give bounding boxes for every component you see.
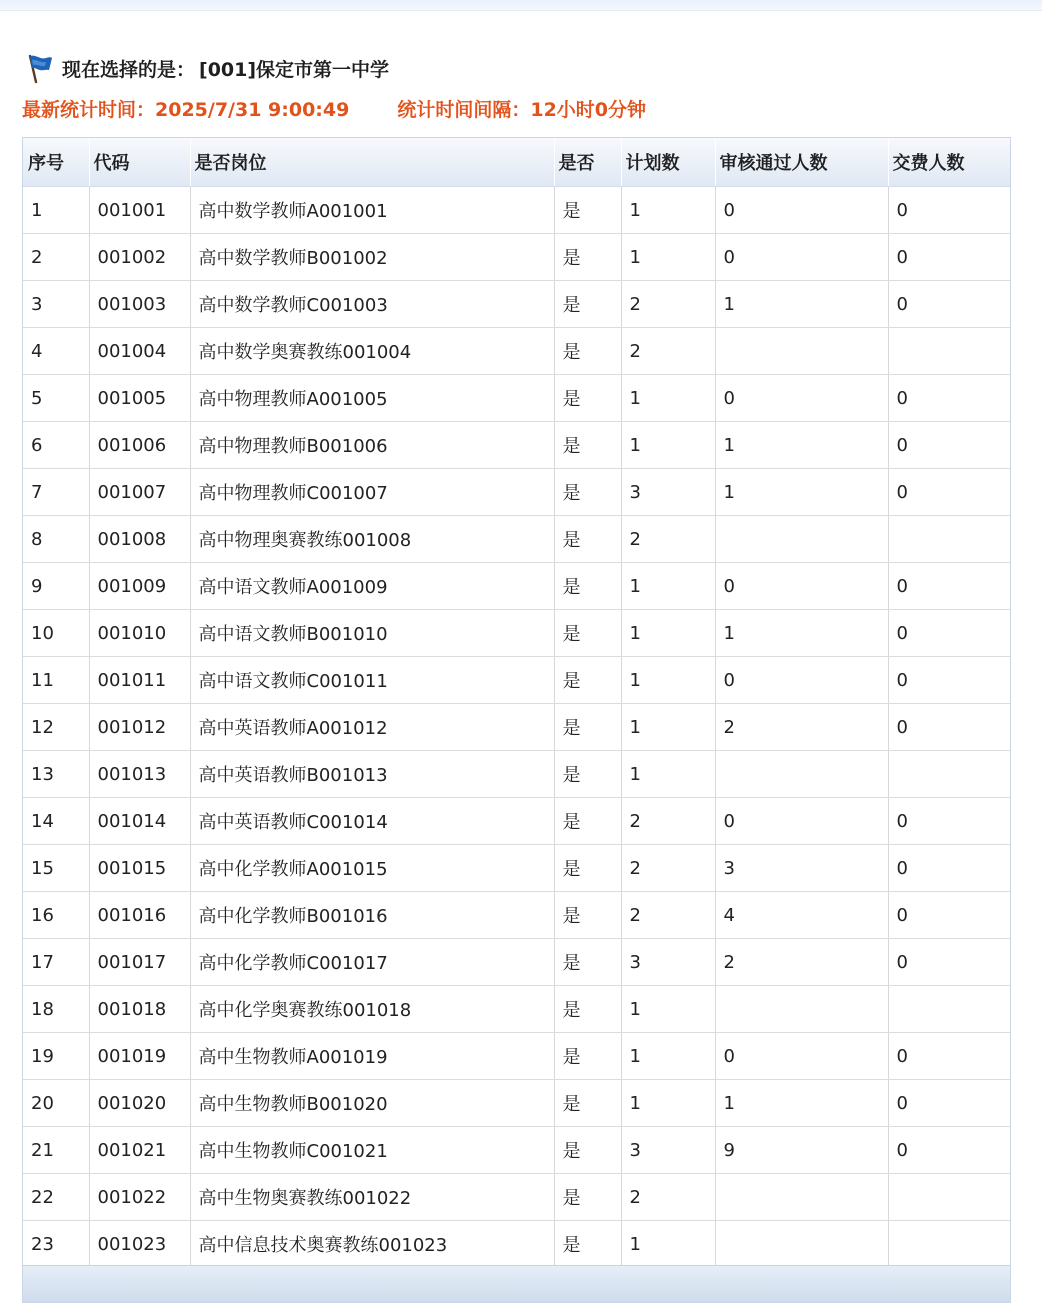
cell-plan: 1 (621, 751, 715, 798)
cell-plan: 2 (621, 1174, 715, 1221)
cell-plan: 2 (621, 798, 715, 845)
cell-plan: 1 (621, 563, 715, 610)
selected-label: 现在选择的是： (62, 58, 196, 81)
cell-plan: 2 (621, 328, 715, 375)
cell-yesno: 是 (554, 610, 621, 657)
column-header-paid: 交费人数 (888, 138, 1010, 187)
cell-index: 1 (23, 187, 89, 234)
cell-code: 001006 (89, 422, 190, 469)
table-row (23, 798, 1010, 845)
cell-plan: 3 (621, 939, 715, 986)
table-row (23, 1221, 1010, 1268)
table-row (23, 892, 1010, 939)
cell-code: 001003 (89, 281, 190, 328)
cell-position: 高中信息技术奥赛教练001023 (190, 1221, 554, 1268)
cell-position: 高中语文教师B001010 (190, 610, 554, 657)
cell-index: 20 (23, 1080, 89, 1127)
cell-index: 4 (23, 328, 89, 375)
cell-approved (715, 986, 888, 1033)
cell-plan: 1 (621, 422, 715, 469)
cell-paid (888, 986, 1010, 1033)
cell-code: 001005 (89, 375, 190, 422)
top-bar (0, 0, 1042, 11)
cell-position: 高中物理教师B001006 (190, 422, 554, 469)
cell-paid (888, 1174, 1010, 1221)
cell-yesno: 是 (554, 845, 621, 892)
cell-approved: 0 (715, 657, 888, 704)
cell-plan: 1 (621, 657, 715, 704)
cell-yesno: 是 (554, 563, 621, 610)
table-row (23, 1127, 1010, 1174)
cell-yesno: 是 (554, 328, 621, 375)
cell-yesno: 是 (554, 516, 621, 563)
table-row (23, 234, 1010, 281)
cell-paid (888, 1221, 1010, 1268)
cell-position: 高中英语教师B001013 (190, 751, 554, 798)
table-row (23, 375, 1010, 422)
cell-approved (715, 1221, 888, 1268)
cell-code: 001009 (89, 563, 190, 610)
cell-index: 21 (23, 1127, 89, 1174)
cell-position: 高中数学奥赛教练001004 (190, 328, 554, 375)
cell-index: 16 (23, 892, 89, 939)
column-header-code: 代码 (89, 138, 190, 187)
cell-position: 高中数学教师A001001 (190, 187, 554, 234)
cell-plan: 1 (621, 1033, 715, 1080)
cell-plan: 2 (621, 892, 715, 939)
cell-yesno: 是 (554, 375, 621, 422)
cell-yesno: 是 (554, 1174, 621, 1221)
cell-code: 001010 (89, 610, 190, 657)
table-row (23, 187, 1010, 234)
table-row (23, 939, 1010, 986)
cell-code: 001017 (89, 939, 190, 986)
cell-approved: 2 (715, 704, 888, 751)
latest-stat-time: 最新统计时间：2025/7/31 9:00:49 (22, 98, 350, 121)
table-row (23, 986, 1010, 1033)
cell-index: 9 (23, 563, 89, 610)
cell-code: 001020 (89, 1080, 190, 1127)
cell-index: 22 (23, 1174, 89, 1221)
cell-approved: 1 (715, 469, 888, 516)
table-footer (23, 1265, 1010, 1302)
cell-yesno: 是 (554, 187, 621, 234)
cell-yesno: 是 (554, 1127, 621, 1174)
cell-code: 001014 (89, 798, 190, 845)
cell-approved (715, 751, 888, 798)
cell-yesno: 是 (554, 751, 621, 798)
cell-position: 高中物理教师A001005 (190, 375, 554, 422)
selection-header (24, 52, 389, 84)
table-row (23, 563, 1010, 610)
table-body (23, 187, 1010, 1268)
cell-code: 001001 (89, 187, 190, 234)
cell-index: 19 (23, 1033, 89, 1080)
cell-code: 001015 (89, 845, 190, 892)
cell-position: 高中生物奥赛教练001022 (190, 1174, 554, 1221)
cell-position: 高中物理奥赛教练001008 (190, 516, 554, 563)
stat-interval: 统计时间间隔：12小时0分钟 (397, 98, 647, 121)
cell-approved: 0 (715, 187, 888, 234)
cell-yesno: 是 (554, 892, 621, 939)
cell-yesno: 是 (554, 1221, 621, 1268)
positions-table-container (22, 137, 1011, 1303)
table-row (23, 845, 1010, 892)
cell-index: 5 (23, 375, 89, 422)
cell-paid: 0 (888, 657, 1010, 704)
cell-approved: 4 (715, 892, 888, 939)
cell-code: 001008 (89, 516, 190, 563)
cell-index: 15 (23, 845, 89, 892)
cell-code: 001018 (89, 986, 190, 1033)
cell-approved: 0 (715, 1033, 888, 1080)
table-row (23, 422, 1010, 469)
table-row (23, 1033, 1010, 1080)
column-header-plan: 计划数 (621, 138, 715, 187)
cell-yesno: 是 (554, 281, 621, 328)
cell-code: 001022 (89, 1174, 190, 1221)
cell-paid: 0 (888, 281, 1010, 328)
cell-code: 001011 (89, 657, 190, 704)
cell-position: 高中化学奥赛教练001018 (190, 986, 554, 1033)
table-row (23, 657, 1010, 704)
cell-paid: 0 (888, 563, 1010, 610)
cell-approved: 2 (715, 939, 888, 986)
cell-approved (715, 328, 888, 375)
cell-index: 23 (23, 1221, 89, 1268)
cell-approved: 1 (715, 1080, 888, 1127)
table-row (23, 610, 1010, 657)
cell-yesno: 是 (554, 798, 621, 845)
cell-position: 高中化学教师B001016 (190, 892, 554, 939)
cell-code: 001007 (89, 469, 190, 516)
cell-paid: 0 (888, 1127, 1010, 1174)
selected-school: [001]保定市第一中学 (199, 58, 390, 81)
cell-plan: 1 (621, 234, 715, 281)
cell-index: 3 (23, 281, 89, 328)
cell-paid (888, 751, 1010, 798)
cell-code: 001013 (89, 751, 190, 798)
cell-approved (715, 1174, 888, 1221)
column-header-position: 是否岗位 (190, 138, 554, 187)
cell-paid (888, 328, 1010, 375)
cell-plan: 1 (621, 986, 715, 1033)
cell-approved: 3 (715, 845, 888, 892)
cell-position: 高中数学教师B001002 (190, 234, 554, 281)
table-row (23, 1174, 1010, 1221)
cell-position: 高中生物教师A001019 (190, 1033, 554, 1080)
cell-position: 高中英语教师A001012 (190, 704, 554, 751)
cell-position: 高中数学教师C001003 (190, 281, 554, 328)
cell-yesno: 是 (554, 986, 621, 1033)
cell-approved: 1 (715, 281, 888, 328)
cell-approved: 0 (715, 563, 888, 610)
cell-paid: 0 (888, 939, 1010, 986)
cell-code: 001021 (89, 1127, 190, 1174)
cell-code: 001016 (89, 892, 190, 939)
cell-index: 13 (23, 751, 89, 798)
cell-index: 7 (23, 469, 89, 516)
cell-index: 17 (23, 939, 89, 986)
cell-code: 001023 (89, 1221, 190, 1268)
cell-position: 高中物理教师C001007 (190, 469, 554, 516)
cell-paid: 0 (888, 892, 1010, 939)
cell-yesno: 是 (554, 704, 621, 751)
cell-plan: 2 (621, 281, 715, 328)
table-row (23, 751, 1010, 798)
cell-position: 高中生物教师C001021 (190, 1127, 554, 1174)
stats-line (22, 94, 646, 122)
table-row (23, 328, 1010, 375)
cell-approved: 0 (715, 798, 888, 845)
cell-plan: 1 (621, 704, 715, 751)
cell-index: 14 (23, 798, 89, 845)
table-row (23, 469, 1010, 516)
cell-code: 001002 (89, 234, 190, 281)
column-header-approved: 审核通过人数 (715, 138, 888, 187)
cell-approved: 1 (715, 422, 888, 469)
cell-plan: 1 (621, 187, 715, 234)
cell-position: 高中语文教师C001011 (190, 657, 554, 704)
cell-position: 高中英语教师C001014 (190, 798, 554, 845)
cell-index: 18 (23, 986, 89, 1033)
cell-paid: 0 (888, 798, 1010, 845)
table-header-row (23, 138, 1010, 187)
table-row (23, 1080, 1010, 1127)
cell-plan: 3 (621, 1127, 715, 1174)
cell-index: 8 (23, 516, 89, 563)
cell-paid (888, 516, 1010, 563)
cell-yesno: 是 (554, 1033, 621, 1080)
cell-code: 001012 (89, 704, 190, 751)
cell-approved: 9 (715, 1127, 888, 1174)
cell-paid: 0 (888, 610, 1010, 657)
cell-position: 高中化学教师A001015 (190, 845, 554, 892)
column-header-yesno: 是否 (554, 138, 621, 187)
cell-yesno: 是 (554, 1080, 621, 1127)
cell-approved: 0 (715, 375, 888, 422)
cell-index: 2 (23, 234, 89, 281)
cell-paid: 0 (888, 1033, 1010, 1080)
flag-icon (24, 52, 54, 84)
column-header-index: 序号 (23, 138, 89, 187)
cell-paid: 0 (888, 187, 1010, 234)
table-row (23, 281, 1010, 328)
cell-plan: 3 (621, 469, 715, 516)
cell-index: 6 (23, 422, 89, 469)
cell-yesno: 是 (554, 469, 621, 516)
positions-table (23, 138, 1010, 1268)
cell-paid: 0 (888, 375, 1010, 422)
cell-paid: 0 (888, 234, 1010, 281)
cell-yesno: 是 (554, 939, 621, 986)
cell-index: 12 (23, 704, 89, 751)
cell-code: 001004 (89, 328, 190, 375)
cell-code: 001019 (89, 1033, 190, 1080)
cell-yesno: 是 (554, 422, 621, 469)
cell-position: 高中生物教师B001020 (190, 1080, 554, 1127)
cell-paid: 0 (888, 845, 1010, 892)
cell-yesno: 是 (554, 657, 621, 704)
cell-plan: 1 (621, 1221, 715, 1268)
cell-paid: 0 (888, 1080, 1010, 1127)
cell-plan: 1 (621, 375, 715, 422)
cell-index: 10 (23, 610, 89, 657)
cell-paid: 0 (888, 704, 1010, 751)
table-row (23, 516, 1010, 563)
cell-plan: 1 (621, 610, 715, 657)
cell-plan: 2 (621, 845, 715, 892)
cell-approved: 0 (715, 234, 888, 281)
cell-position: 高中语文教师A001009 (190, 563, 554, 610)
cell-paid: 0 (888, 422, 1010, 469)
cell-approved (715, 516, 888, 563)
cell-position: 高中化学教师C001017 (190, 939, 554, 986)
cell-yesno: 是 (554, 234, 621, 281)
cell-paid: 0 (888, 469, 1010, 516)
cell-plan: 2 (621, 516, 715, 563)
cell-approved: 1 (715, 610, 888, 657)
cell-plan: 1 (621, 1080, 715, 1127)
table-row (23, 704, 1010, 751)
cell-index: 11 (23, 657, 89, 704)
